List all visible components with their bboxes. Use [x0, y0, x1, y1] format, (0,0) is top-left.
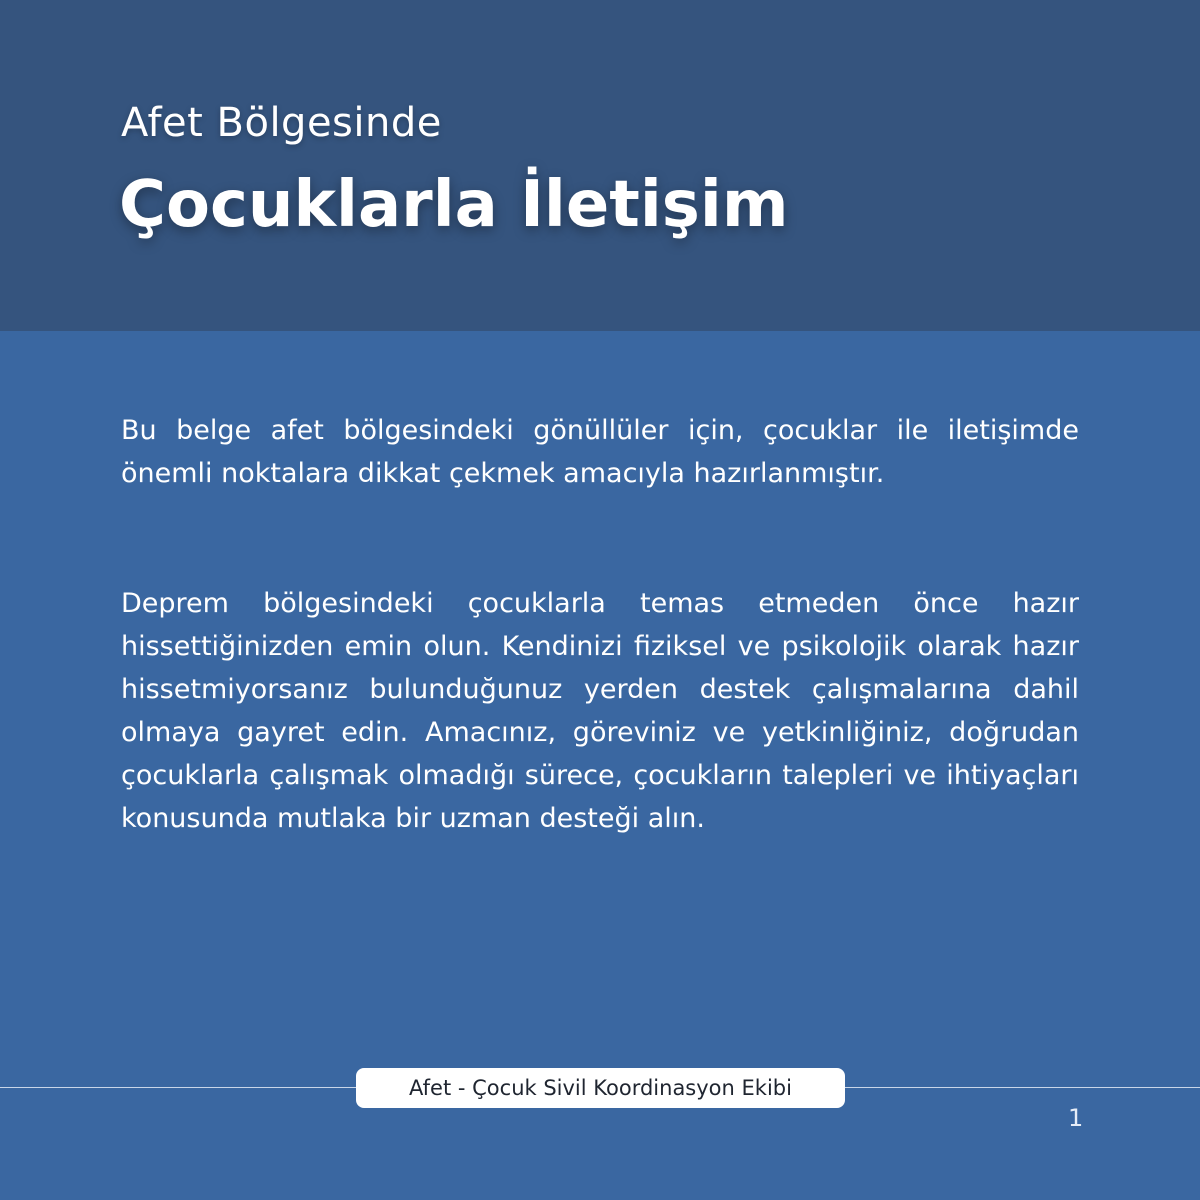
guidance-paragraph: Deprem bölgesindeki çocuklarla temas etmeden önce hazır hissettiğinizden emin olun. Kendinizi fiziksel ve psikolojik olarak hazır hissetmiyorsanız bulunduğunuz yerden destek çalışmalarına dahil olmaya gayret edin. Amacınız, göreviniz ve yetkinliğiniz, doğrudan çocuklarla çalışmak olmadığı sürece, çocukların talepleri ve ihtiyaçları konusunda mutlaka bir uzman desteği alın. — [121, 588, 1079, 834]
header-band — [0, 0, 1200, 331]
page-title: Çocuklarla İletişim — [119, 168, 789, 242]
page-number: 1 — [1068, 1104, 1084, 1132]
team-name-badge: Afet - Çocuk Sivil Koordinasyon Ekibi — [356, 1068, 845, 1108]
intro-paragraph: Bu belge afet bölgesindeki gönüllüler için, çocuklar ile iletişimde önemli noktalara dikkat çekmek amacıyla hazırlanmıştır. — [121, 415, 1079, 489]
page-subtitle: Afet Bölgesinde — [121, 100, 442, 146]
